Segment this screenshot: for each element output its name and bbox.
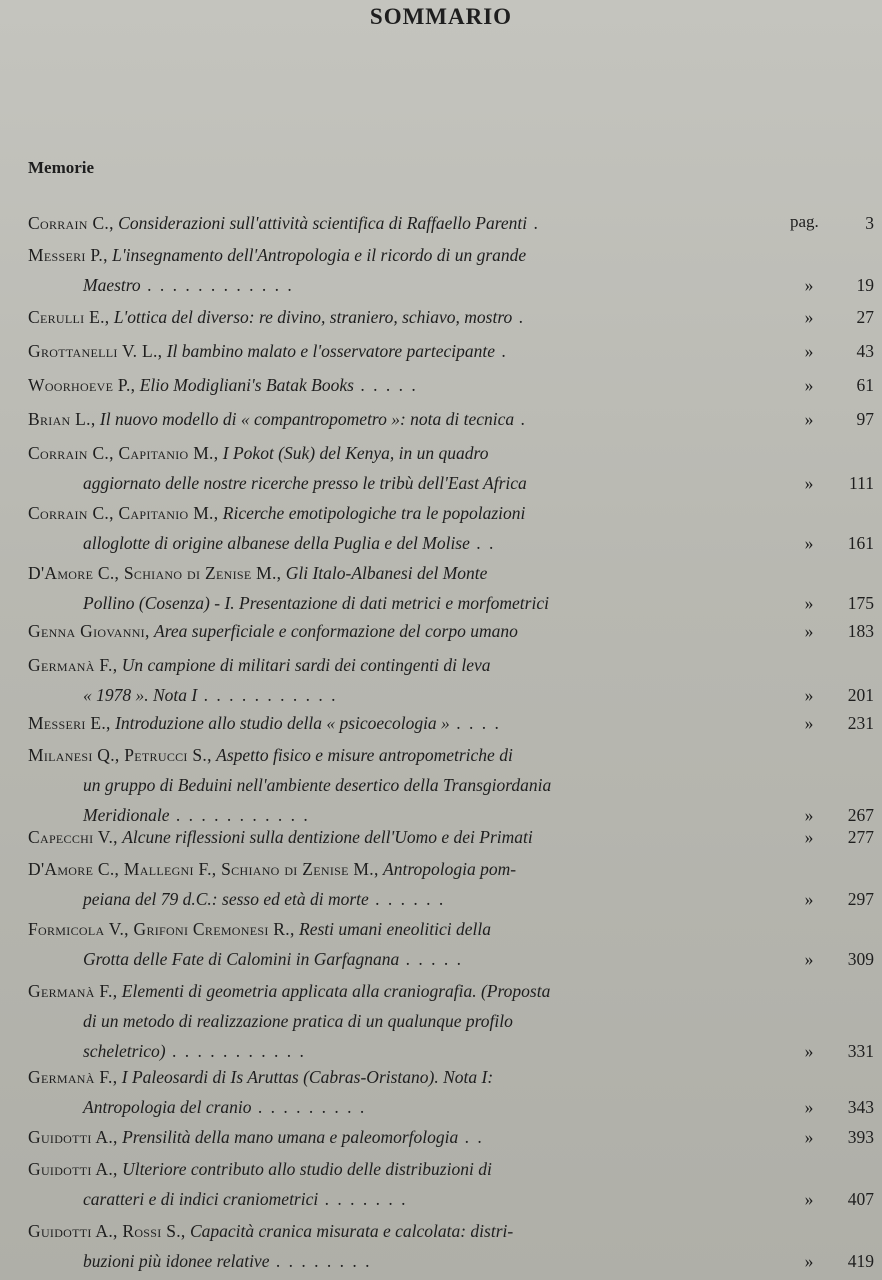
toc-entry (28, 306, 874, 328)
toc-entry (28, 744, 874, 826)
entry-line (28, 340, 788, 362)
toc-entry (28, 620, 874, 642)
entry-line (28, 980, 788, 1002)
entry-title: I Pokot (Suk) del Kenya, in un quadro (222, 443, 489, 463)
entry-author: Corrain C., Capitanio M., (28, 503, 219, 523)
entry-title: Resti umani eneolitici della (299, 919, 491, 939)
page-number: 331 (847, 1041, 874, 1061)
entry-title: Antropologia pom- (383, 859, 517, 879)
entry-author: Milanesi Q., Petrucci S., (28, 745, 212, 765)
ditto-mark: » (804, 685, 814, 705)
leader-dots: . . . . . . . . . . . (197, 685, 338, 705)
page-number: 161 (847, 533, 874, 553)
ditto-mark: » (804, 307, 814, 327)
entry-author: Woorhoeve P., (28, 375, 136, 395)
leader-dots: . (495, 341, 508, 361)
entry-line (28, 244, 788, 266)
leader-dots: . . . . . . . . . . . . (140, 275, 294, 295)
page-number: 97 (856, 409, 874, 429)
entry-line (28, 654, 788, 676)
ditto-mark: » (804, 1189, 814, 1209)
page-number: 183 (847, 621, 874, 641)
entry-line (28, 1158, 788, 1180)
entry-author: Corrain C., Capitanio M., (28, 443, 219, 463)
entry-line (28, 374, 788, 396)
entry-line (28, 712, 788, 734)
entry-line (28, 562, 788, 584)
ditto-mark: » (804, 1041, 814, 1061)
entry-title: Aspetto fisico e misure antropometriche di (216, 745, 513, 765)
entry-title: Considerazioni sull'attività scientifica di Raffaello Parenti (118, 213, 528, 233)
entry-author: D'Amore C., Mallegni F., Schiano di Zenise M., (28, 859, 379, 879)
ditto-mark: » (804, 1251, 814, 1271)
page-column-label: pag. (790, 212, 819, 231)
entry-line (28, 1126, 788, 1148)
entry-title: Ricerche emotipologiche tra le popolazioni (222, 503, 526, 523)
ditto-mark: » (804, 375, 814, 395)
ditto-mark: » (804, 275, 814, 295)
entry-title: Pollino (Cosenza) - I. Presentazione di dati metrici e morfometrici (83, 593, 549, 613)
toc-entry (28, 1126, 874, 1148)
entry-line (28, 804, 788, 826)
leader-dots: . . . . . . . . . (251, 1097, 367, 1117)
entry-author: Genna Giovanni, (28, 621, 150, 641)
leader-dots: . (527, 213, 540, 233)
ditto-mark: » (804, 473, 814, 493)
entry-line (28, 408, 788, 430)
entry-title: L'ottica del diverso: re divino, straniero, schiavo, mostro (113, 307, 513, 327)
leader-dots: . . . . . . . (318, 1189, 408, 1209)
entry-title: Ulteriore contributo allo studio delle distribuzioni di (122, 1159, 492, 1179)
entry-line (28, 532, 788, 554)
entry-title: Elementi di geometria applicata alla craniografia. (Proposta (121, 981, 551, 1001)
entry-title: Il bambino malato e l'osservatore partecipante (166, 341, 495, 361)
entry-title: di un metodo di realizzazione pratica di un qualunque profilo (83, 1011, 513, 1031)
toc-entry (28, 1158, 874, 1210)
entry-title: Prensilità della mano umana e paleomorfologia (122, 1127, 459, 1147)
toc-entry (28, 1220, 874, 1272)
toc-entry (28, 712, 874, 734)
page-number: 175 (847, 593, 874, 613)
entry-title: Gli Italo-Albanesi del Monte (285, 563, 488, 583)
entry-line (28, 274, 788, 296)
page-number: 27 (856, 307, 874, 327)
entry-title: scheletrico) (83, 1041, 166, 1061)
toc-entry (28, 826, 874, 848)
entry-line (28, 826, 788, 848)
entry-line (28, 948, 788, 970)
leader-dots: . . . . . (353, 375, 418, 395)
entry-title: Grotta delle Fate di Calomini in Garfagnana (83, 949, 400, 969)
ditto-mark: » (804, 805, 814, 825)
entry-line (28, 1066, 788, 1088)
entry-author: Messeri E., (28, 713, 111, 733)
toc-entry (28, 980, 874, 1062)
entry-author: Germanà F., (28, 981, 118, 1001)
page-number: 309 (847, 949, 874, 969)
entry-line (28, 306, 788, 328)
entry-author: Grottanelli V. L., (28, 341, 163, 361)
ditto-mark: » (804, 827, 814, 847)
entry-author: Guidotti A., (28, 1127, 118, 1147)
toc-entry (28, 374, 874, 396)
entry-line (28, 1010, 788, 1032)
toc-entry (28, 340, 874, 362)
entry-title: Un campione di militari sardi dei contingenti di leva (121, 655, 491, 675)
entry-title: I Paleosardi di Is Aruttas (Cabras-Oristano). Nota I: (121, 1067, 494, 1087)
entry-title: caratteri e di indici craniometrici (83, 1189, 319, 1209)
entry-line (28, 620, 788, 642)
page-number: 231 (847, 713, 874, 733)
toc-entry (28, 502, 874, 554)
ditto-mark: » (804, 1097, 814, 1117)
entry-title: un gruppo di Beduini nell'ambiente desertico della Transgiordania (83, 775, 552, 795)
entry-author: Germanà F., (28, 655, 118, 675)
toc-entry (28, 212, 874, 234)
entry-author: Guidotti A., (28, 1159, 118, 1179)
toc-entry (28, 442, 874, 494)
ditto-mark: » (804, 949, 814, 969)
page-number: 407 (847, 1189, 874, 1209)
entry-line (28, 1220, 788, 1242)
entry-title: Maestro (83, 275, 141, 295)
entry-author: Capecchi V., (28, 827, 118, 847)
leader-dots: . . . . (449, 713, 501, 733)
ditto-mark: » (804, 1127, 814, 1147)
toc-entry (28, 918, 874, 970)
entry-line (28, 744, 788, 766)
ditto-mark: » (804, 889, 814, 909)
entry-line (28, 472, 788, 494)
page-title: SOMMARIO (369, 4, 513, 29)
leader-dots: . . . . . . (368, 889, 446, 909)
entry-line (28, 858, 788, 880)
entry-title: Alcune riflessioni sulla dentizione dell'Uomo e dei Primati (122, 827, 533, 847)
entry-line (28, 592, 788, 614)
leader-dots: . . (458, 1127, 484, 1147)
leader-dots: . (512, 307, 526, 327)
entry-line (28, 502, 788, 524)
page-number: 297 (847, 889, 874, 909)
entry-author: Guidotti A., Rossi S., (28, 1221, 186, 1241)
page-number: 267 (847, 805, 874, 825)
toc-entry (28, 244, 874, 296)
entry-line (28, 1096, 788, 1118)
entry-line (28, 888, 788, 910)
page-number: 419 (847, 1251, 874, 1271)
entry-title: Elio Modigliani's Batak Books (139, 375, 354, 395)
entry-title: alloglotte di origine albanese della Puglia e del Molise (83, 533, 470, 553)
entry-author: Formicola V., Grifoni Cremonesi R., (28, 919, 295, 939)
ditto-mark: » (804, 409, 814, 429)
page-number: 343 (847, 1097, 874, 1117)
entry-title: Meridionale (83, 805, 170, 825)
entry-author: Germanà F., (28, 1067, 118, 1087)
entry-author: Brian L., (28, 409, 96, 429)
leader-dots: . . . . . . . . . . . (169, 805, 310, 825)
page-number: 43 (856, 341, 874, 361)
entry-line (28, 1040, 788, 1062)
entry-line (28, 918, 788, 940)
entry-title: aggiornato delle nostre ricerche presso le tribù dell'East Africa (83, 473, 527, 493)
toc-entry (28, 858, 874, 910)
entry-title: « 1978 ». Nota I (83, 685, 198, 705)
leader-dots: . . . . . . . . . . . (165, 1041, 306, 1061)
page-number: 3 (865, 213, 874, 233)
section-heading: Memorie (28, 158, 95, 177)
page-number: 61 (856, 375, 874, 395)
entry-line (28, 1250, 788, 1272)
entry-title: buzioni più idonee relative (83, 1251, 270, 1271)
toc-entry (28, 408, 874, 430)
leader-dots: . . (469, 533, 496, 553)
page-number: 201 (847, 685, 874, 705)
leader-dots: . . . . . . . . (269, 1251, 372, 1271)
toc-entry (28, 654, 874, 706)
entry-line (28, 684, 788, 706)
toc-entry (28, 562, 874, 614)
entry-author: Messeri P., (28, 245, 108, 265)
entry-author: D'Amore C., Schiano di Zenise M., (28, 563, 282, 583)
ditto-mark: » (804, 341, 814, 361)
leader-dots: . (514, 409, 527, 429)
entry-line (28, 774, 788, 796)
toc-entry (28, 1066, 874, 1118)
entry-title: Il nuovo modello di « compantropometro »: nota di tecnica (99, 409, 515, 429)
entry-line (28, 1188, 788, 1210)
page-number: 111 (849, 473, 874, 493)
ditto-mark: » (804, 593, 814, 613)
entry-title: Capacità cranica misurata e calcolata: distri- (189, 1221, 514, 1241)
page-number: 277 (847, 827, 874, 847)
page-number: 393 (847, 1127, 874, 1147)
leader-dots: . . . . . (399, 949, 464, 969)
entry-title: L'insegnamento dell'Antropologia e il ricordo di un grande (112, 245, 527, 265)
entry-line (28, 212, 788, 234)
entry-title: Antropologia del cranio (83, 1097, 252, 1117)
entry-author: Cerulli E., (28, 307, 110, 327)
entry-title: Introduzione allo studio della « psicoecologia » (115, 713, 450, 733)
ditto-mark: » (804, 621, 814, 641)
entry-title: peiana del 79 d.C.: sesso ed età di morte (83, 889, 369, 909)
entry-title: Area superficiale e conformazione del corpo umano (154, 621, 518, 641)
entry-line (28, 442, 788, 464)
ditto-mark: » (804, 533, 814, 553)
ditto-mark: » (804, 713, 814, 733)
page-number: 19 (856, 275, 874, 295)
entry-author: Corrain C., (28, 213, 114, 233)
